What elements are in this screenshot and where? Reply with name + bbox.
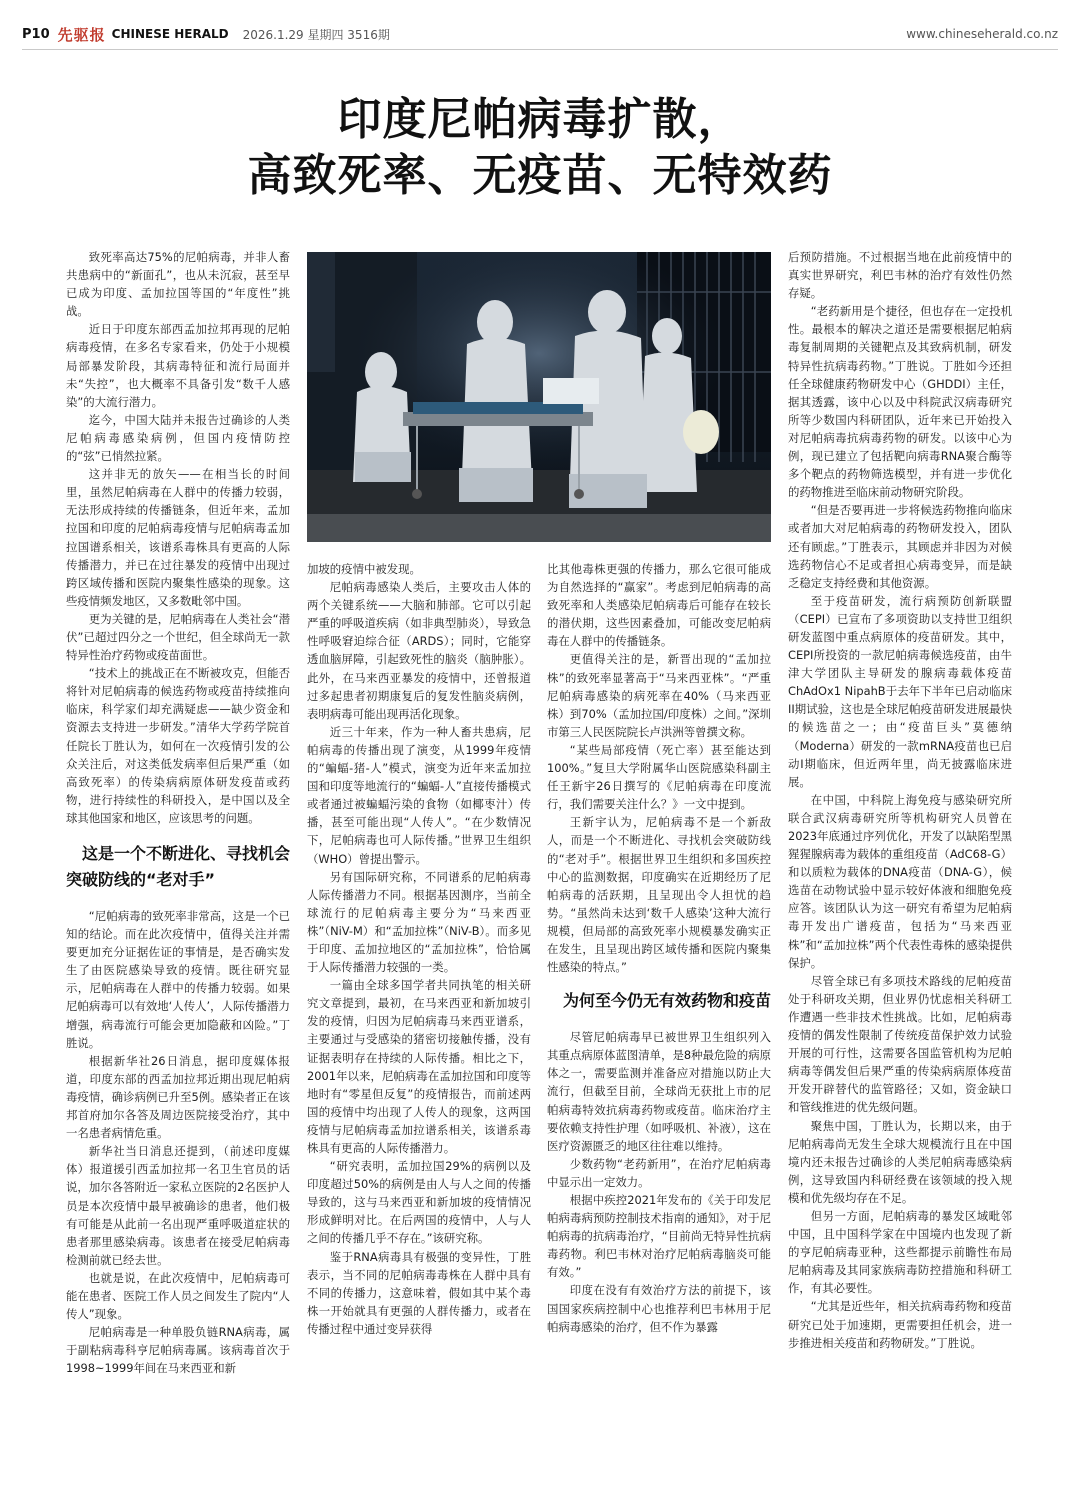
paragraph: 迄今，中国大陆并未报告过确诊的人类尼帕病毒感染病例，但国内疫情防控的“弦”已悄然拉紧。 — [66, 412, 290, 464]
paragraph: 后预防措施。不过根据当地在此前疫情中的真实世界研究，利巴韦林的治疗有效性仍然存疑。 — [788, 250, 1012, 301]
subheading-old-rival: 这是一个不断进化、寻找机会突破防线的“老对手” — [66, 844, 291, 889]
paragraph: 至于疫苗研发，流行病预防创新联盟（CEPI）已宣布了多项资助以支持世卫组织研发蓝图中重点病原体的疫苗研发。其中，CEPI所投资的一款尼帕病毒候选疫苗，由牛津大学团队主导研发的腺病毒载体疫苗ChAdOx1 NipahB于去年下半年已启动临床II期试验，这也是全球尼帕疫苗研发进展最快的候选苗之一；由“疫苗巨头”莫德纳（Moderna）研发的一款mRNA疫苗也已启动I期临床，但近两年里，尚无披露临床进展。 — [788, 593, 1012, 789]
paragraph: “研究表明，孟加拉国29%的病例以及印度超过50%的病例是由人与人之间的传播导致的，这与马来西亚和新加坡的疫情情况形成鲜明对比。在后两国的疫情中，人与人之间的传播几乎不存在。”该研究称。 — [307, 1159, 531, 1246]
paragraph: 尼帕病毒是一种单股负链RNA病毒，属于副粘病毒科亨尼帕病毒属。该病毒首次于1998~1999年间在马来西亚和新 — [66, 1325, 290, 1376]
paragraph: 印度在没有有效治疗方法的前提下，该国国家疾病控制中心也推荐利巴韦林用于尼帕病毒感染的治疗，但不作为暴露 — [547, 1283, 771, 1334]
paragraph: 近日于印度东部西孟加拉邦再现的尼帕病毒疫情，在多名专家看来，仍处于小规模局部暴发阶段，其病毒特征和流行局面并未“失控”，也大概率不具备引发“数千人感染”的大流行潜力。 — [66, 322, 290, 409]
newspaper-logo-en: CHINESE HERALD — [111, 27, 229, 41]
paragraph: “老药新用是个捷径，但也存在一定投机性。最根本的解决之道还是需要根据尼帕病毒复制周期的关键靶点及其致病机制，研发特异性抗病毒药物。”丁胜说。丁胜如今还担任全球健康药物研发中心（GHDDI）主任，据其透露，该中心以及中科院武汉病毒研究所等少数国内科研团队，近年来已开始投入对尼帕病毒抗病毒药物的研发。以该中心为例，现已建立了包括靶向病毒RNA聚合酶等多个靶点的药物筛选模型，并有进一步优化的药物推进至临床前动物研究阶段。 — [788, 304, 1012, 500]
paragraph: 致死率高达75%的尼帕病毒，并非人畜共患病中的“新面孔”，也从未沉寂，甚至早已成为印度、孟加拉国等国的“年度性”挑战。 — [66, 250, 290, 319]
issue-date: 2026.1.29 星期四 3516期 — [242, 27, 390, 42]
masthead — [22, 22, 1058, 46]
paragraph: 一篇由全球多国学者共同执笔的相关研究文章提到，最初，在马来西亚和新加坡引发的疫情，归因为尼帕病毒马来西亚谱系，主要通过与受感染的猪密切接触传播，没有证据表明存在持续的人际传播。相比之下，2001年以来，尼帕病毒在孟加拉国和印度等地时有“零星但反复”的疫情报告，而前述两国的疫情中均出现了人传人的现象，这两国疫情与尼帕病毒孟加拉谱系相关，该谱系毒株具有更高的人际传播潜力。 — [307, 978, 531, 1155]
paragraph: “尤其是近些年，相关抗病毒药物和疫苗研究已处于加速期，更需要担任机会，进一步推进相关疫苗和药物研发。”丁胜说。 — [788, 1299, 1012, 1350]
paragraph: 鉴于RNA病毒具有极强的变异性，丁胜表示，当不同的尼帕病毒毒株在人群中具有不同的传播力，这意味着，假如其中某个毒株一开始就具有更强的人群传播力，或者在传播过程中通过变异获得 — [307, 1249, 531, 1336]
paragraph: “技术上的挑战正在不断被攻克，但能否将针对尼帕病毒的候选药物或疫苗持续推向临床，科学家们却充满疑虑——缺少资金和资源去支持进一步研发。”清华大学药学院首任院长丁胜认为，如何在一次疫情引发的公众关注后，对这类低发病率但后果严重（如高致死率）的传染病病原体研发疫苗或药物，进行持续性的科研投入，是中国以及全球其他国家和地区，应该思考的问题。 — [66, 666, 290, 825]
paragraph: 根据中疾控2021年发布的《关于印发尼帕病毒病预防控制技术指南的通知》，对于尼帕病毒的抗病毒治疗，“目前尚无特异性抗病毒药物。利巴韦林对治疗尼帕病毒脑炎可能有效。” — [547, 1193, 771, 1280]
paragraph: 尼帕病毒感染人类后，主要攻击人体的两个关键系统——大脑和肺部。它可以引起严重的呼吸道疾病（如非典型肺炎），导致急性呼吸窘迫综合征（ARDS）；同时，它能穿透血脑屏障，引起致死性的脑炎（脑肿胀）。此外，在马来西亚暴发的疫情中，还曾报道过多起患者初期康复后的复发性脑炎病例，表明病毒可能出现再活化现象。 — [307, 580, 531, 721]
column-3 — [547, 560, 771, 1336]
paragraph: 更为关键的是，尼帕病毒在人类社会“潜伏”已超过四分之一个世纪，但全球尚无一款特异性治疗药物或疫苗面世。 — [66, 611, 290, 663]
paragraph: 在中国，中科院上海免疫与感染研究所联合武汉病毒研究所等机构研究人员曾在2023年底通过序列优化，开发了以缺陷型黑猩猩腺病毒为载体的重组疫苗（AdC68-G）和以质粒为载体的DNA疫苗（DNA-G），候选苗在动物试验中显示较好体液和细胞免疫应答。该团队认为这一研究有希望为尼帕病毒开发出广谱疫苗，包括为“马来西亚株”和“孟加拉株”两个代表性毒株的感染提供保护。 — [788, 792, 1012, 970]
headline-line-1: 印度尼帕病毒扩散， — [337, 94, 743, 145]
subheading-no-drugs-vaccines: 为何至今仍无有效药物和疫苗 — [563, 991, 772, 1011]
paragraph: 新华社当日消息还提到，（前述印度媒体）报道援引西孟加拉邦一名卫生官员的话说，加尔各答附近一家私立医院的2名医护人员是本次疫情中最早被确诊的患者，他们极有可能是从此前一名出现严重呼吸道症状的患者那里感染病毒。该患者在接受尼帕病毒检测前就已经去世。 — [66, 1144, 290, 1267]
website-link[interactable]: www.chineseherald.co.nz — [906, 27, 1058, 41]
paragraph: 根据新华社26日消息，据印度媒体报道，印度东部的西孟加拉邦近期出现尼帕病毒疫情，确诊病例已升至5例。感染者正在该邦首府加尔各答及周边医院接受治疗，其中一名患者病情危重。 — [66, 1053, 290, 1141]
paragraph: 也就是说，在此次疫情中，尼帕病毒可能在患者、医院工作人员之间发生了院内“人传人”现象。 — [66, 1270, 290, 1322]
page-number: P10 — [22, 26, 50, 42]
news-photo — [307, 252, 771, 542]
paragraph: 更值得关注的是，新晋出现的“孟加拉株”的致死率显著高于“马来西亚株”。“严重尼帕病毒感染的病死率在40%（马来西亚株）到70%（孟加拉国/印度株）之间。”深圳市第三人民医院院长卢洪洲等曾撰文称。 — [547, 652, 771, 739]
paragraph: 近三十年来，作为一种人畜共患病，尼帕病毒的传播出现了演变，从1999年疫情的“蝙蝠-猪-人”模式，演变为近年来孟加拉国和印度等地流行的“蝙蝠-人”直接传播模式或者通过被蝙蝠污染的食物（如椰枣汁）传播，甚至可能出现“人传人”。“在少数情况下，尼帕病毒也可人际传播。”世界卫生组织（WHO）曾提出警示。 — [307, 724, 531, 866]
paragraph: 王新宇认为，尼帕病毒不是一个新敌人，而是一个不断进化、寻找机会突破防线的“老对手”。根据世界卫生组织和多国疾控中心的监测数据，印度确实在近期经历了尼帕病毒的活跃期，且呈现出令人担忧的趋势。“虽然尚未达到‘数千人感染’这种大流行规模，但局部的高致死率小规模暴发确实正在发生，且呈现出跨区域传播和医院内聚集性感染的特点。” — [547, 815, 771, 975]
headline-line-2: 高致死率、无疫苗、无特效药 — [247, 150, 833, 201]
paragraph: “尼帕病毒的致死率非常高，这是一个已知的结论。而在此次疫情中，值得关注并需要更加充分证据佐证的事情是，是否确实发生了由医院感染导致的疫情。既往研究显示，尼帕病毒在人群中的传播力较弱。如果尼帕病毒可以有效地‘人传人’，人际传播潜力增强，病毒流行可能会更加隐蔽和凶险。”丁胜说。 — [66, 909, 290, 1050]
paragraph: 但另一方面，尼帕病毒的暴发区域毗邻中国，且中国科学家在中国境内也发现了新的亨尼帕病毒亚种，这些都提示前瞻性布局尼帕病毒及其同家族病毒防控措施和科研工作，有其必要性。 — [788, 1208, 1012, 1296]
headline — [60, 92, 1020, 204]
column-4 — [788, 248, 1012, 1352]
paragraph: “但是否要再进一步将候选药物推向临床或者加大对尼帕病毒的药物研发投入，团队还有顾虑。”丁胜表示，其顾虑并非因为对候选药物信心不足或者担心病毒变异，而是缺乏稳定支持经费和其他资源。 — [788, 503, 1012, 590]
paragraph: 少数药物“老药新用”，在治疗尼帕病毒中显示出一定效力。 — [547, 1156, 771, 1189]
paragraph: 聚焦中国，丁胜认为，长期以来，由于尼帕病毒尚无发生全球大规模流行且在中国境内还未报告过确诊的人类尼帕病毒感染病例，这导致国内科研经费在该领域的投入规模和优先级均存在不足。 — [788, 1118, 1012, 1205]
column-2 — [307, 560, 531, 1338]
paragraph: 尽管全球已有多项技术路线的尼帕疫苗处于科研攻关期，但业界仍忧虑相关科研工作遭遇一些非技术性挑战。比如，尼帕病毒疫情的偶发性限制了传统疫苗保护效力试验开展的可行性，这需要各国监管机构为尼帕病毒等偶发但后果严重的传染病病原体疫苗开发开辟替代的监管路径；又如，资金缺口和管线推进的优先级问题。 — [788, 973, 1012, 1115]
masthead-divider — [22, 49, 1058, 50]
medical-workers-photo-illustration — [307, 252, 771, 542]
newspaper-logo-cn: 先驱报 — [57, 25, 106, 44]
paragraph: 另有国际研究称，不同谱系的尼帕病毒人际传播潜力不同。根据基因测序，当前全球流行的尼帕病毒主要分为“马来西亚株”（NiV-M）和“孟加拉株”（NiV-B）。而多见于印度、孟加拉地区的“孟加拉株”，恰恰属于人际传播潜力较强的一类。 — [307, 869, 531, 975]
paragraph: 尽管尼帕病毒早已被世界卫生组织列入其重点病原体蓝图清单，是8种最危险的病原体之一，需要监测并准备应对措施以防止大流行，但截至目前，全球尚无获批上市的尼帕病毒特效抗病毒药物或疫苗。临床治疗主要依赖支持性护理（如呼吸机、补液），这在医疗资源匮乏的地区往往难以维持。 — [547, 1030, 771, 1153]
column-1 — [66, 248, 290, 1377]
paragraph: 加坡的疫情中被发现。 — [307, 562, 421, 576]
paragraph: 这并非无的放矢——在相当长的时间里，虽然尼帕病毒在人群中的传播力较弱，无法形成持续的传播链条，但近年来，孟加拉国和印度的尼帕病毒疫情与尼帕病毒孟加拉国谱系相关，该谱系毒株具有更高的人际传播潜力，并已在过往暴发的疫情中出现过跨区域传播和医院内聚集性感染的现象。这些疫情频发地区，又多数毗邻中国。 — [66, 467, 290, 608]
paragraph: “某些局部疫情（死亡率）甚至能达到100%。”复旦大学附属华山医院感染科副主任王新宇26日撰写的《尼帕病毒在印度流行，我们需要关注什么？》一文中提到。 — [547, 742, 771, 812]
paragraph: 比其他毒株更强的传播力，那么它很可能成为自然选择的“赢家”。考虑到尼帕病毒的高致死率和人类感染尼帕病毒后可能存在较长的潜伏期，这些因素叠加，可能改变尼帕病毒在人群中的传播链条。 — [547, 562, 771, 649]
